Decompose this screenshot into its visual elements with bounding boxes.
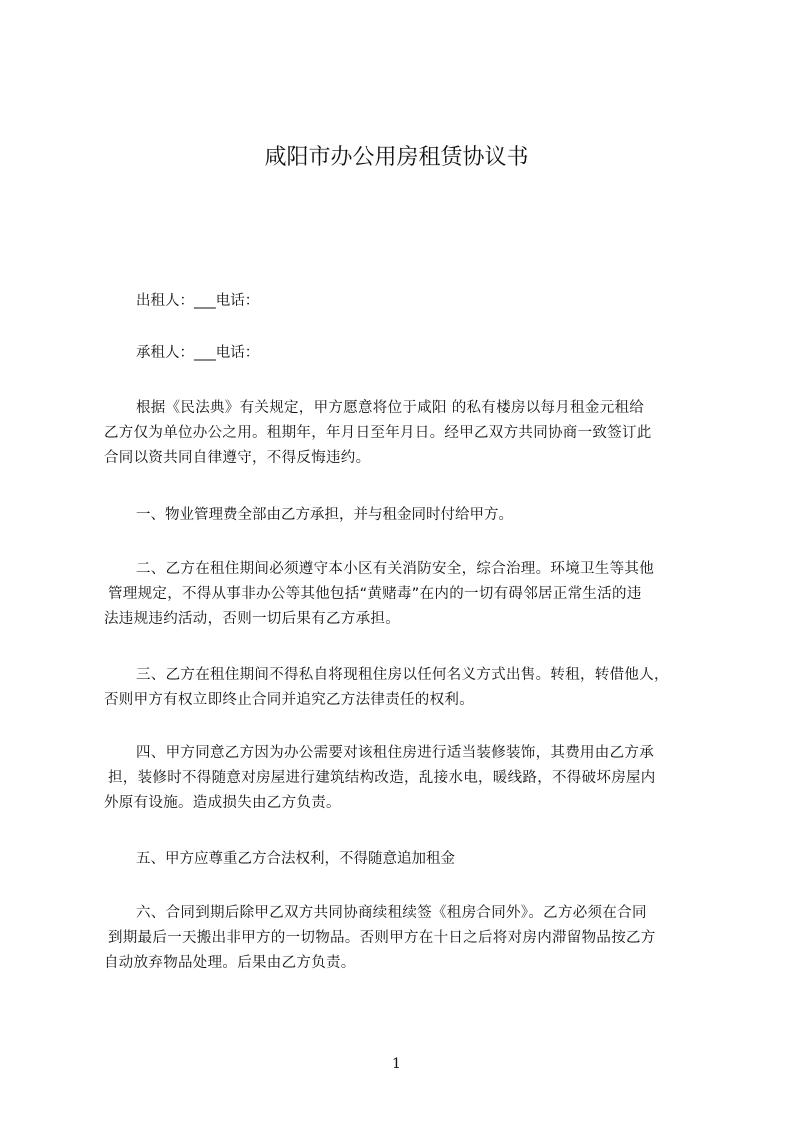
clause-1: 一、物业管理费全部由乙方承担，并与租金同时付给甲方。	[136, 507, 513, 523]
paragraph-line: 根据《民法典》有关规定，甲方愿意将位于咸阳 的私有楼房以每月租金元租给	[136, 400, 645, 416]
paragraph-line: 到期最后一天搬出非甲方的一切物品。否则甲方在十日之后将对房内滞留物品按乙方	[108, 930, 656, 946]
paragraph-line: 二、乙方在租住期间必须遵守本小区有关消防安全，综合治理。环境卫生等其他	[136, 561, 654, 577]
clause-5: 五、甲方应尊重乙方合法权利，不得随意追加租金	[136, 851, 455, 867]
clause-4	[104, 741, 704, 816]
paragraph-line: 外原有设施。造成损失由乙方负责。	[104, 795, 341, 811]
paragraph-line: 四、甲方同意乙方因为办公需要对该租住房进行适当装修装饰，其费用由乙方承	[136, 745, 654, 761]
paragraph-line: 三、乙方在租住期间不得私自将现租住房以任何名义方式出售。转租，转借他人，	[136, 667, 669, 683]
lessee-line: 承租人：___电话：	[136, 345, 260, 361]
paragraph-line: 六、合同到期后除甲乙双方共同协商续租续签《租房合同外》。乙方必须在合同	[136, 905, 647, 921]
paragraph-line: 否则甲方有权立即终止合同并追究乙方法律责任的权利。	[104, 692, 474, 708]
clause-6	[104, 901, 704, 976]
paragraph-line: 自动放弃物品处理。后果由乙方负责。	[104, 955, 356, 971]
paragraph-line: 管理规定，不得从事非办公等其他包括“黄赌毒”在内的一切有碍邻居正常生活的违	[108, 586, 642, 602]
lessor-line: 出租人：___电话：	[136, 293, 260, 309]
clause-2	[104, 557, 704, 632]
intro-paragraph	[104, 396, 704, 471]
page-number: 1	[392, 1056, 401, 1072]
paragraph-line: 合同以资共同自律遵守，不得反悔违约。	[104, 450, 371, 466]
clause-3	[104, 663, 704, 713]
paragraph-line: 法违规违约活动，否则一切后果有乙方承担。	[104, 611, 400, 627]
paragraph-line: 乙方仅为单位办公之用。租期年，年月日至年月日。经甲乙双方共同协商一致签订此	[104, 425, 652, 441]
page-title: 咸阳市办公用房租赁协议书	[264, 145, 529, 170]
paragraph-line: 担，装修时不得随意对房屋进行建筑结构改造，乱接水电，暖线路，不得破坏房屋内	[108, 770, 656, 786]
